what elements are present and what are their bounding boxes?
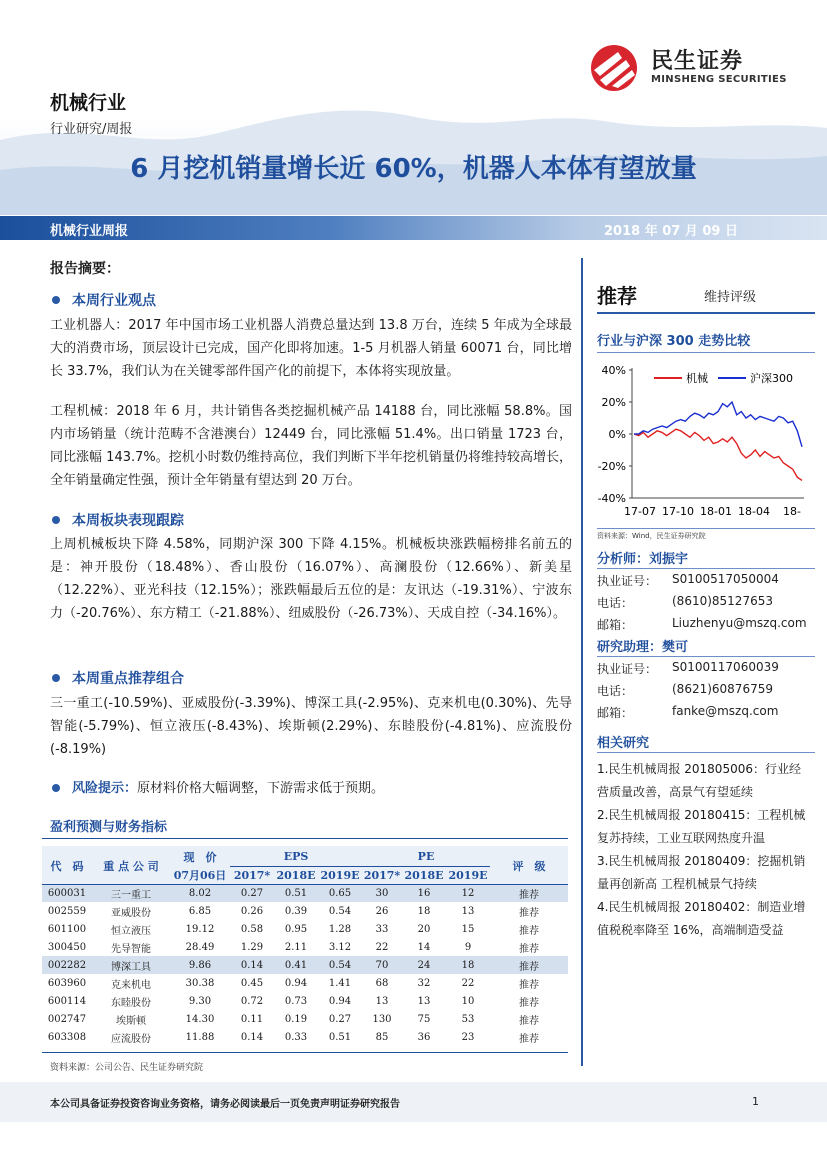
table-cell: 0.54 (328, 959, 352, 971)
col-year: 2019E (320, 868, 360, 882)
table-cell: 18 (417, 905, 431, 917)
col-pe: PE (362, 848, 490, 866)
contact-value[interactable]: fanke@mszq.com (672, 704, 779, 718)
col-eps: EPS (230, 848, 362, 866)
table-cell: 0.72 (240, 995, 264, 1007)
table-cell: 8.02 (188, 887, 212, 899)
contact-label: 邮箱： (597, 706, 634, 720)
divider (597, 312, 815, 314)
related-list (597, 758, 812, 942)
finance-table (42, 848, 568, 1046)
table-cell: 9.86 (188, 959, 212, 971)
report-type: 行业研究/周报 (50, 122, 133, 137)
table-cell: 14.30 (185, 1013, 215, 1025)
table-cell: 推荐 (519, 907, 539, 919)
report-date: 2018 年 07 月 09 日 (604, 224, 738, 239)
table-cell: 11.88 (185, 1031, 215, 1043)
related-item[interactable]: 1.民生机械周报 201805006：行业经营质量改善，高景气有望延续 (597, 762, 801, 799)
contact-label: 执业证号： (597, 662, 658, 676)
chart-title: 行业与沪深 300 走势比较 (597, 334, 751, 349)
table-cell: 0.14 (240, 959, 264, 971)
table-cell: 002282 (47, 959, 87, 971)
table-cell: 6.85 (188, 905, 212, 917)
contact-value: S0100117060039 (672, 660, 779, 674)
table-cell: 埃斯顿 (116, 1015, 146, 1027)
table-cell: 85 (375, 1031, 389, 1043)
table-row (42, 992, 568, 1010)
table-cell: 130 (372, 1013, 392, 1025)
table-cell: 0.95 (284, 923, 308, 935)
table-cell: 0.54 (328, 905, 352, 917)
col-company: 重 点 公 司 (103, 859, 159, 873)
table-cell: 0.58 (240, 923, 264, 935)
table-cell: 0.27 (240, 887, 264, 899)
contact-value: S0100517050004 (672, 572, 779, 586)
table-cell: 3.12 (328, 941, 352, 953)
bullet-icon (52, 296, 60, 304)
table-cell: 2.11 (284, 941, 308, 953)
table-cell: 0.14 (240, 1031, 264, 1043)
table-cell: 20 (417, 923, 431, 935)
table-cell: 博深工具 (111, 961, 151, 973)
analyst-label: 分析师：刘振宇 (597, 552, 689, 567)
col-rating: 评 级 (512, 859, 546, 873)
footer-disclaimer: 本公司具备证券投资咨询业务资格，请务必阅读最后一页免责声明证券研究报告 (50, 1099, 400, 1110)
table-row (42, 956, 568, 974)
table-cell: 0.33 (284, 1031, 308, 1043)
table-row (42, 920, 568, 938)
table-cell: 10 (461, 995, 475, 1007)
column-divider (581, 258, 583, 1066)
table-row (42, 1028, 568, 1046)
divider (597, 752, 815, 753)
table-cell: 1.29 (240, 941, 264, 953)
table-cell: 0.11 (240, 1013, 264, 1025)
table-cell: 22 (375, 941, 389, 953)
table-cell: 0.73 (284, 995, 308, 1007)
x-tick-label: 17-10 (662, 505, 694, 518)
section-title: 本周行业观点 (72, 293, 156, 309)
y-tick-label: 20% (601, 396, 626, 409)
table-cell: 002559 (47, 905, 87, 917)
table-cell: 0.51 (284, 887, 308, 899)
chart-source: 资料来源：Wind，民生证券研究院 (597, 532, 706, 540)
table-row (42, 902, 568, 920)
col-year: 2019E (448, 868, 488, 882)
related-item[interactable]: 3.民生机械周报 20180409：挖掘机销量再创新高 工程机械景气持续 (597, 854, 806, 891)
table-row (42, 974, 568, 992)
x-tick-label: 18- (783, 505, 801, 518)
report-title: 6 月挖机销量增长近 60%，机器人本体有望放量 (130, 154, 697, 184)
brand-name-cn: 民生证券 (651, 49, 744, 74)
risk-text: 原材料价格大幅调整，下游需求低于预期。 (137, 781, 385, 796)
paragraph-robots: 工业机器人：2017 年中国市场工业机器人消费总量达到 13.8 万台，连续 5 年成为全球最大的消费市场，顶层设计已完成，国产化即将加速。1-5 月机器人销量 60071 台，同比增长 33.7%，我们认为在关键零部件国产化的前提下，本体将实现放量。 (50, 318, 572, 379)
table-cell: 0.94 (284, 977, 308, 989)
divider (42, 1052, 568, 1053)
legend-label: 机械 (686, 372, 708, 385)
contact-value: (8610)85127653 (672, 594, 773, 608)
table-row (42, 884, 568, 902)
section-title: 本周重点推荐组合 (72, 671, 184, 687)
related-item[interactable]: 4.民生机械周报 20180402：制造业增值税税率降至 16%，高端制造受益 (597, 900, 806, 937)
paragraph-sector: 上周机械板块下降 4.58%，同期沪深 300 下降 4.15%。机械板块涨跌幅榜排名前五的是：神开股份（18.48%）、香山股份（16.07%）、高澜股份（12.66%）、新美星（12.22%）、亚光科技（12.15%）；涨跌幅最后五位的是：友讯达（-19.31%）、宁波东力（-20.76%）、东方精工（-21.88%）、纽威股份（-26.73%）、天成自控（-34.16%）。 (50, 537, 572, 621)
table-cell: 9.30 (188, 995, 212, 1007)
col-price-date: 07月06日 (173, 868, 227, 882)
table-cell: 0.65 (328, 887, 352, 899)
table-cell: 推荐 (519, 889, 539, 901)
y-tick-label: -20% (597, 460, 626, 473)
table-cell: 13 (417, 995, 431, 1007)
paragraph-portfolio: 三一重工(-10.59%)、亚威股份(-3.39%)、博深工具(-2.95%)、克来机电(0.30%)、先导智能(-5.79%)、恒立液压(-8.43%)、埃斯顿(2.29%)、东睦股份(-4.81%)、应流股份 (-8.19%) (50, 696, 572, 757)
series-line-machinery (634, 429, 802, 480)
table-cell: 603308 (47, 1031, 87, 1043)
table-cell: 12 (461, 887, 475, 899)
col-year: 2018E (404, 868, 444, 882)
table-cell: 推荐 (519, 1015, 539, 1027)
bullet-icon (52, 674, 60, 682)
table-cell: 推荐 (519, 979, 539, 991)
table-cell: 先导智能 (111, 943, 151, 955)
table-cell: 28.49 (185, 941, 215, 953)
table-cell: 30.38 (185, 977, 215, 989)
table-source: 资料来源：公司公告、民生证券研究院 (50, 1063, 204, 1073)
industry-label: 机械行业 (50, 92, 127, 114)
contact-value: (8621)60876759 (672, 682, 773, 696)
table-cell: 9 (464, 941, 472, 953)
col-year: 2017* (233, 868, 271, 882)
col-year: 2018E (276, 868, 316, 882)
related-item[interactable]: 2.民生机械周报 20180415：工程机械复苏持续，工业互联网热度升温 (597, 808, 806, 845)
y-tick-label: 0% (608, 428, 626, 441)
col-code: 代 码 (50, 859, 84, 873)
table-cell: 600031 (47, 887, 87, 899)
page-number: 1 (752, 1095, 759, 1108)
table-cell: 32 (417, 977, 431, 989)
table-cell: 推荐 (519, 1033, 539, 1045)
table-cell: 603960 (47, 977, 87, 989)
col-year: 2017* (363, 868, 401, 882)
x-tick-label: 18-01 (700, 505, 732, 518)
table-cell: 30 (375, 887, 389, 899)
risk-label: 风险提示： (72, 781, 138, 796)
finance-heading: 盈利预测与财务指标 (50, 820, 168, 835)
table-cell: 推荐 (519, 925, 539, 937)
table-cell: 70 (375, 959, 389, 971)
table-cell: 应流股份 (111, 1033, 151, 1045)
contact-value[interactable]: Liuzhenyu@mszq.com (672, 616, 807, 630)
table-cell: 601100 (47, 923, 87, 935)
brand-logo-icon (588, 42, 644, 92)
divider (597, 528, 815, 529)
table-cell: 推荐 (519, 997, 539, 1009)
table-cell: 0.26 (240, 905, 264, 917)
table-cell: 13 (375, 995, 389, 1007)
series-line-hs300 (634, 402, 802, 447)
table-cell: 13 (461, 905, 475, 917)
divider (597, 352, 815, 353)
table-cell: 22 (461, 977, 475, 989)
table-cell: 推荐 (519, 961, 539, 973)
col-price: 现 价 (183, 851, 217, 864)
contact-label: 电话： (597, 684, 634, 698)
table-cell: 0.41 (284, 959, 308, 971)
table-cell: 15 (461, 923, 475, 935)
contact-label: 执业证号： (597, 574, 658, 588)
assistant-label: 研究助理：樊可 (597, 640, 689, 655)
table-cell: 68 (375, 977, 389, 989)
divider (597, 568, 815, 569)
table-cell: 0.27 (328, 1013, 352, 1025)
rating-note: 维持评级 (704, 290, 757, 305)
table-cell: 19.12 (185, 923, 215, 935)
contact-label: 邮箱： (597, 618, 634, 632)
summary-heading: 报告摘要： (50, 261, 120, 277)
table-cell: 53 (461, 1013, 475, 1025)
table-cell: 0.19 (284, 1013, 308, 1025)
table-cell: 33 (375, 923, 389, 935)
table-cell: 24 (417, 959, 431, 971)
x-tick-label: 18-04 (738, 505, 770, 518)
brand-name-en: MINSHENG SECURITIES (651, 74, 787, 85)
divider (42, 838, 568, 839)
contact-label: 电话： (597, 596, 634, 610)
table-row (42, 938, 568, 956)
table-cell: 克来机电 (111, 979, 151, 991)
legend-label: 沪深300 (750, 372, 793, 385)
table-cell: 18 (461, 959, 475, 971)
risk-line (72, 777, 384, 796)
table-cell: 推荐 (519, 943, 539, 955)
paragraph-machinery: 工程机械：2018 年 6 月，共计销售各类挖掘机械产品 14188 台，同比涨幅 58.8%。国内市场销量（统计范畴不含港澳台）12449 台，同比涨幅 51.4%。出口销量 1723 台，同比涨幅 143.7%。挖机小时数仍维持高位，我们判断下半年挖机销量仍将维持较高增长，全年销量确定性强，预计全年销量有望达到 20 万台。 (50, 404, 572, 488)
table-cell: 亚威股份 (111, 907, 151, 919)
table-cell: 恒立液压 (111, 925, 151, 937)
table-cell: 东睦股份 (111, 997, 151, 1009)
table-cell: 三一重工 (111, 889, 151, 901)
table-cell: 36 (417, 1031, 431, 1043)
table-cell: 1.41 (328, 977, 352, 989)
table-cell: 0.39 (284, 905, 308, 917)
table-cell: 002747 (47, 1013, 87, 1025)
trend-chart (592, 360, 817, 520)
x-tick-label: 17-07 (624, 505, 656, 518)
table-cell: 75 (417, 1013, 431, 1025)
y-tick-label: 40% (601, 364, 626, 377)
section-title: 本周板块表现跟踪 (72, 513, 184, 529)
table-cell: 300450 (47, 941, 87, 953)
table-cell: 1.28 (328, 923, 352, 935)
y-tick-label: -40% (597, 492, 626, 505)
rating: 推荐 (597, 284, 637, 308)
table-cell: 16 (417, 887, 431, 899)
table-cell: 26 (375, 905, 389, 917)
related-label: 相关研究 (597, 736, 650, 751)
table-cell: 0.45 (240, 977, 264, 989)
table-cell: 600114 (47, 995, 87, 1007)
divider (597, 656, 815, 657)
table-cell: 0.51 (328, 1031, 352, 1043)
table-cell: 14 (417, 941, 431, 953)
bullet-icon (52, 784, 60, 792)
table-cell: 0.94 (328, 995, 352, 1007)
table-row (42, 1010, 568, 1028)
table-cell: 23 (461, 1031, 475, 1043)
bullet-icon (52, 516, 60, 524)
band-report-name: 机械行业周报 (50, 224, 129, 239)
